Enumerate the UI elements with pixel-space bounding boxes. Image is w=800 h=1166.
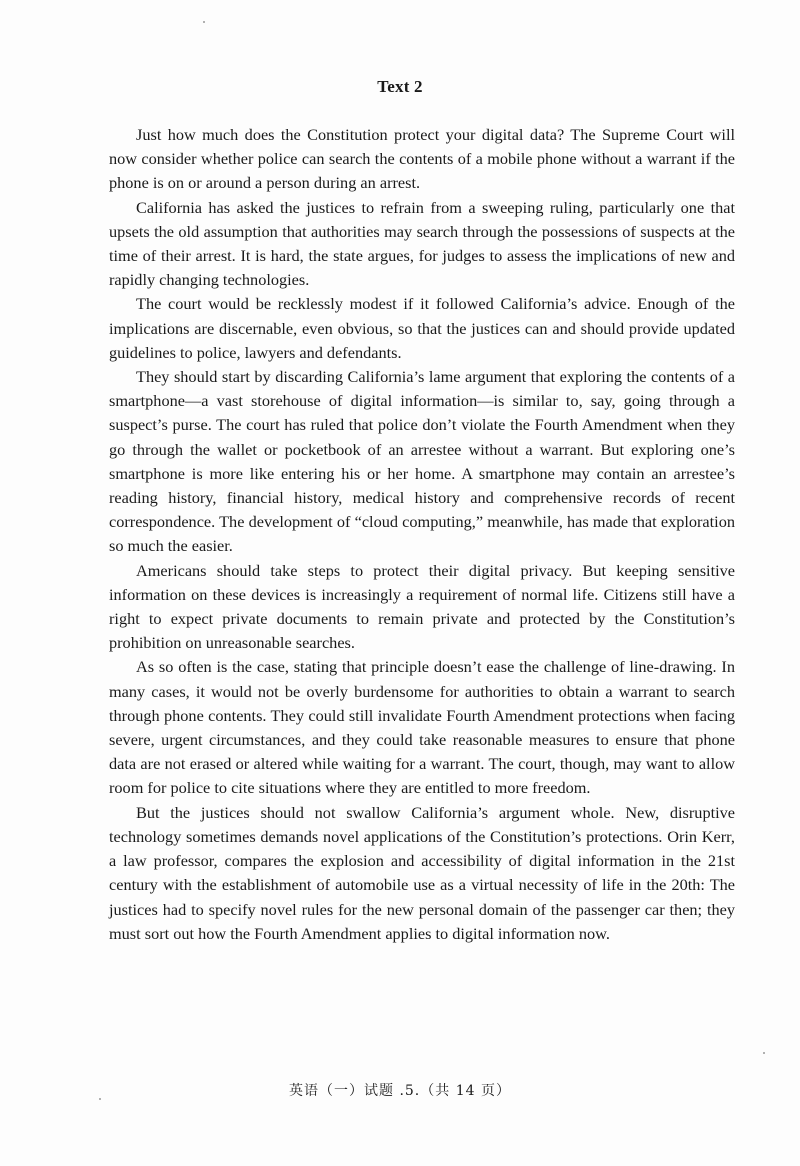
paragraph-4: They should start by discarding California’s lame argument that exploring the contents of a smartphone—a vast storehouse of digital information—is similar to, say, going through a suspect’s purse. The court has ruled that police don’t violate the Fourth Amendment when they go through the wallet or pocketbook of an arrestee without a warrant. But exploring one’s smartphone is more like entering his or her home. A smartphone may contain an arrestee’s reading history, financial history, medical history and comprehensive records of recent correspondence. The development of “cloud computing,” meanwhile, has made that exploration so much the easier.: [109, 367, 735, 556]
paragraph-7: But the justices should not swallow California’s argument whole. New, disruptive technology sometimes demands novel applications of the Constitution’s protections. Orin Kerr, a law professor, compares the explosion and accessibility of digital information in the 21st century with the establishment of automobile use as a virtual necessity of life in the 20th: The justices had to specify novel rules for the new personal domain of the passenger car then; they must sort out how the Fourth Amendment applies to digital information now.: [109, 802, 735, 943]
page-footer: 英语（一）试题 .5.（共 14 页）: [289, 1083, 511, 1099]
paragraph-5: Americans should take steps to protect their digital privacy. But keeping sensitive information on these devices is increasingly a requirement of normal life. Citizens still have a right to expect private documents to remain private and protected by the Constitution’s prohibition on unreasonable searches.: [109, 560, 735, 653]
paragraph-2: California has asked the justices to refrain from a sweeping ruling, particularly one that upsets the old assumption that authorities may search through the possessions of suspects at the time of their arrest. It is hard, the state argues, for judges to assess the implications of new and rapidly changing technologies.: [109, 197, 735, 290]
section-title: Text 2: [377, 77, 423, 96]
paragraph-1: Just how much does the Constitution protect your digital data? The Supreme Court will now consider whether police can search the contents of a mobile phone without a warrant if the phone is on or around a person during an arrest.: [109, 125, 735, 193]
paragraph-3: The court would be recklessly modest if it followed California’s advice. Enough of the implications are discernable, even obvious, so that the justices can and should provide updated guidelines to police, lawyers and defendants.: [109, 294, 735, 362]
scan-speck: [203, 21, 205, 23]
paragraph-6: As so often is the case, stating that principle doesn’t ease the challenge of line-drawing. In many cases, it would not be overly burdensome for authorities to obtain a warrant to search through phone contents. They could still invalidate Fourth Amendment protections when facing severe, urgent circumstances, and they could take reasonable measures to ensure that phone data are not erased or altered while waiting for a warrant. The court, though, may want to allow room for police to cite situations where they are entitled to more freedom.: [109, 657, 735, 798]
passage-body: [109, 123, 735, 946]
scan-speck: [763, 1052, 765, 1054]
